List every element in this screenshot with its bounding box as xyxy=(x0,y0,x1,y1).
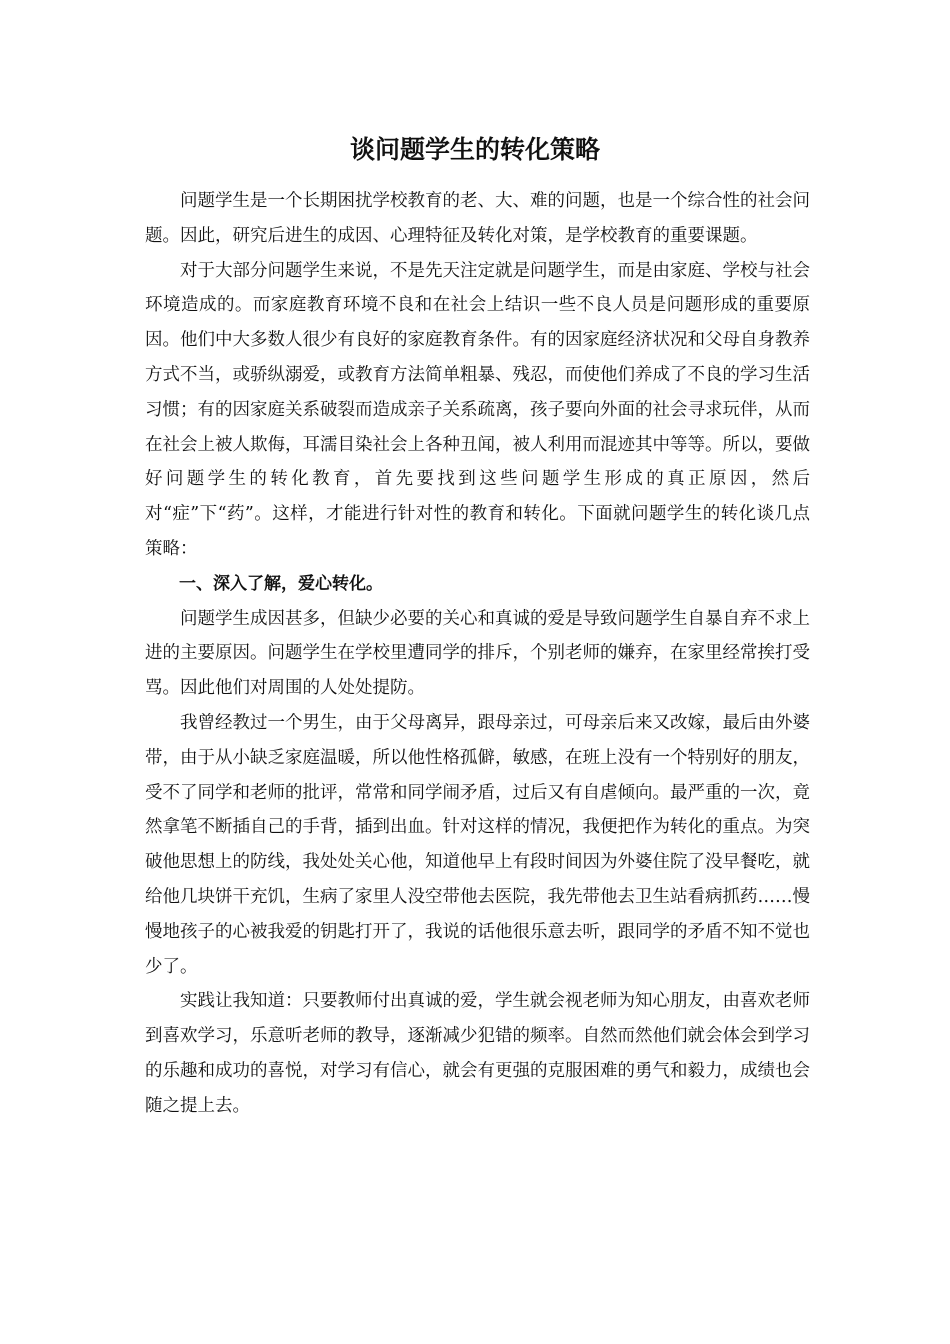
section-heading-1: 一、深入了解，爱心转化。 xyxy=(179,573,383,594)
document-body xyxy=(145,184,810,1124)
paragraph-case-story: 我曾经教过一个男生，由于父母离异，跟母亲过，可母亲后来又改嫁，最后由外婆带，由于从小缺乏家庭温暖，所以他性格孤僻，敏感，在班上没有一个特别好的朋友，受不了同学和老师的批评，常常和同学闹矛盾，过后又有自虐倾向。最严重的一次，竟然拿笔不断插自己的手背，插到出血。针对这样的情况，我便把作为转化的重点。为突破他思想上的防线，我处处关心他，知道他早上有段时间因为外婆住院了没早餐吃，就给他几块饼干充饥，生病了家里人没空带他去医院，我先带他去卫生站看病抓药……慢慢地孩子的心被我爱的钥匙打开了，我说的话他很乐意去听，跟同学的矛盾不知不觉也少了。 xyxy=(145,712,810,977)
paragraph-causes: 对于大部分问题学生来说，不是先天注定就是问题学生，而是由家庭、学校与社会环境造成的。而家庭教育环境不良和在社会上结识一些不良人员是问题形成的重要原因。他们中大多数人很少有良好的家庭教育条件。有的因家庭经济状况和父母自身教养方式不当，或骄纵溺爱，或教育方法简单粗暴、残忍，而使他们养成了不良的学习生活习惯；有的因家庭关系破裂而造成亲子关系疏离，孩子要向外面的社会寻求玩伴，从而在社会上被人欺侮，耳濡目染社会上各种丑闻，被人利用而混迹其中等等。所以，要做好问题学生的转化教育，首先要找到这些问题学生形成的真正原因，然后对“症”下“药”。这样，才能进行针对性的教育和转化。下面就问题学生的转化谈几点策略： xyxy=(145,260,810,559)
document-title: 谈问题学生的转化策略 xyxy=(349,135,600,164)
paragraph-love-reason: 问题学生成因甚多，但缺少必要的关心和真诚的爱是导致问题学生自暴自弃不求上进的主要原因。问题学生在学校里遭同学的排斥，个别老师的嫌弃，在家里经常挨打受骂。因此他们对周围的人处处提防。 xyxy=(145,608,810,699)
paragraph-intro: 问题学生是一个长期困扰学校教育的老、大、难的问题，也是一个综合性的社会问题。因此，研究后进生的成因、心理特征及转化对策，是学校教育的重要课题。 xyxy=(145,191,810,246)
paragraph-conclusion: 实践让我知道：只要教师付出真诚的爱，学生就会视老师为知心朋友，由喜欢老师到喜欢学习，乐意听老师的教导，逐渐减少犯错的频率。自然而然他们就会体会到学习的乐趣和成功的喜悦，对学习有信心，就会有更强的克服困难的勇气和毅力，成绩也会随之提上去。 xyxy=(145,991,810,1116)
